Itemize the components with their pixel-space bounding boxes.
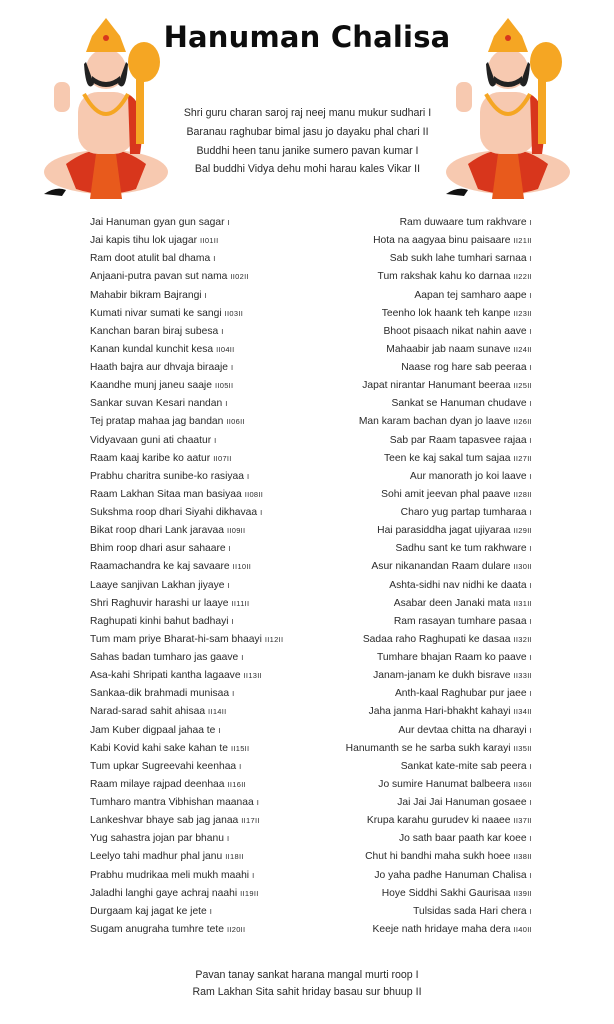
verse-text: Man karam bachan dyan jo laave (358, 416, 511, 428)
doha-line: Buddhi heen tanu janike sumero pavan kumar I (196, 144, 419, 157)
verse-text: Haath bajra aur dhvaja biraaje (90, 362, 228, 373)
verse-mark: I (252, 870, 255, 880)
verse-mark: II30II (513, 562, 532, 572)
verse-line (300, 649, 532, 667)
verse-text: Aapan tej samharo aape (414, 289, 527, 301)
verse-text: Bikat roop dhari Lank jaravaa (90, 525, 224, 537)
verse-text: Raamachandra ke kaj savaare (90, 561, 230, 573)
verse-mark: II01II (200, 236, 219, 246)
verse-mark: II18II (225, 852, 244, 862)
verse-text: Tej pratap mahaa jag bandan (90, 416, 224, 428)
verse-line (300, 395, 532, 413)
verse-mark: I (529, 254, 532, 264)
verse-line (90, 848, 320, 866)
verse-line (90, 377, 320, 395)
verse-text: Jam Kuber digpaal jahaa te (90, 724, 216, 736)
verse-line (300, 468, 532, 486)
verse-line (300, 885, 532, 903)
verse-line (90, 667, 320, 685)
verse-mark: I (227, 218, 230, 227)
verse-text: Jaha janma Hari-bhakht kahayi (368, 706, 511, 718)
verse-line (90, 830, 320, 848)
verse-text: Lankeshvar bhaye sab jag janaa (90, 815, 239, 827)
verse-mark: II38II (513, 852, 532, 862)
verse-mark: I (529, 544, 532, 554)
verse-line (90, 250, 320, 268)
verse-mark: I (231, 616, 234, 626)
verse-text: Raam Lakhan Sitaa man basiyaa (90, 488, 242, 500)
verse-mark: I (529, 834, 532, 844)
verse-mark: II35II (513, 743, 532, 753)
verse-line (300, 341, 532, 359)
verse-line (300, 758, 532, 776)
verse-mark: II07II (213, 453, 232, 463)
verse-mark: I (228, 544, 232, 554)
verse-mark: II40II (513, 924, 532, 934)
verse-text: Yug sahastra jojan par bhanu (90, 833, 224, 845)
verse-text: Sab sukh lahe tumhari sarnaa (389, 253, 527, 265)
verse-text: Asur nikanandan Raam dulare (371, 561, 511, 573)
verse-text: Jo sumire Hanumat balbeera (378, 778, 511, 790)
verse-line (300, 214, 532, 232)
verse-text: Leelyo tahi madhur phal janu (90, 851, 223, 863)
verse-mark: II15II (230, 743, 250, 753)
verse-text: Chut hi bandhi maha sukh hoee (365, 851, 511, 863)
verse-line (300, 540, 532, 558)
verse-text: Prabhu mudrikaa meli mukh maahi (90, 869, 250, 881)
verse-text: Sadhu sant ke tum rakhware (395, 543, 527, 555)
verses-left-column (90, 214, 320, 939)
verse-mark: I (230, 363, 234, 372)
verse-line (90, 885, 320, 903)
verse-line (300, 377, 532, 395)
verse-text: Prabhu charitra sunibe-ko rasiyaa (90, 470, 244, 482)
verse-mark: II23II (513, 308, 532, 318)
verse-text: Tumhare bhajan Raam ko paave (377, 652, 527, 663)
verse-text: Sankat se Hanuman chudave (391, 398, 527, 410)
verse-text: Raam milaye rajpad deenhaa (90, 778, 225, 790)
verse-mark: I (529, 399, 532, 409)
verse-line (90, 214, 320, 232)
verse-text: Tum rakshak kahu ko darnaa (377, 271, 511, 283)
verse-mark: I (209, 906, 213, 916)
verse-text: Sugam anugraha tumhre tete (90, 923, 224, 935)
verse-text: Ram duwaare tum rakhvare (399, 217, 527, 228)
verse-line (300, 522, 532, 540)
verse-text: Laaye sanjivan Lakhan jiyaye (90, 579, 225, 591)
doha-line: Baranau raghubar bimal jasu jo dayaku phal chari II (186, 125, 429, 138)
closing-doha (0, 967, 614, 1000)
verse-text: Kanan kundal kunchit kesa (90, 343, 214, 355)
verse-mark: II32II (513, 634, 532, 644)
verse-line (300, 631, 532, 649)
verse-line (300, 703, 532, 721)
verse-mark: II33II (513, 671, 532, 681)
verse-mark: I (529, 218, 532, 227)
verse-line (300, 595, 532, 613)
verse-text: Charo yug partap tumharaa (400, 507, 527, 518)
verse-line (90, 703, 320, 721)
verse-line (90, 395, 320, 413)
verse-mark: I (246, 471, 250, 481)
verse-mark: I (529, 435, 532, 445)
verse-text: Sahas badan tumharo jas gaave (90, 652, 239, 663)
verse-line (90, 486, 320, 504)
verse-mark: I (225, 399, 228, 409)
verse-line (90, 287, 320, 305)
verse-text: Janam-janam ke dukh bisrave (373, 670, 511, 682)
verse-mark: I (221, 326, 224, 336)
verse-mark: II14II (208, 707, 227, 717)
verse-line (90, 359, 320, 377)
verse-mark: I (239, 761, 242, 771)
verse-text: Tum mam priye Bharat-hi-sam bhaayi (90, 633, 262, 645)
verse-line (300, 305, 532, 323)
verse-text: Anjaani-putra pavan sut nama (90, 271, 228, 283)
verse-line (300, 413, 532, 431)
verse-text: Tumharo mantra Vibhishan maanaa (90, 797, 254, 808)
verse-line (90, 341, 320, 359)
verse-line (300, 432, 532, 450)
verse-mark: I (241, 653, 244, 662)
verse-text: Raam kaaj karibe ko aatur (90, 452, 211, 464)
verse-line (90, 232, 320, 250)
verse-mark: I (529, 761, 532, 771)
verse-line (300, 776, 532, 794)
verse-mark: II13II (243, 671, 263, 681)
verse-line (300, 794, 532, 812)
hanuman-illustration-left (36, 14, 176, 204)
verse-line (300, 722, 532, 740)
verse-mark: I (529, 363, 532, 372)
verse-line (90, 522, 320, 540)
verse-text: Sab par Raam tapasvee rajaa (389, 434, 527, 446)
verse-text: Sankat kate-mite sab peera (400, 760, 527, 772)
verse-text: Aur devtaa chitta na dharayi (398, 724, 527, 736)
verses-right-column (300, 214, 532, 939)
verse-text: Vidyavaan guni ati chaatur (90, 434, 212, 446)
verse-text: Kumati nivar sumati ke sangi (90, 307, 222, 319)
verse-line (90, 504, 320, 522)
hanuman-illustration-right (438, 14, 578, 204)
verse-line (300, 486, 532, 504)
verse-text: Narad-sarad sahit ahisaa (90, 706, 206, 718)
verse-text: Keeje nath hridaye maha dera (372, 923, 511, 935)
verse-mark: II34II (513, 707, 532, 717)
verse-mark: II12II (264, 634, 284, 644)
verse-text: Naase rog hare sab peeraa (401, 362, 527, 373)
verse-line (300, 558, 532, 576)
verse-line (90, 631, 320, 649)
verse-mark: I (529, 326, 532, 336)
footer-line: Pavan tanay sankat harana mangal murti roop I (195, 969, 419, 981)
verse-line (300, 504, 532, 522)
verse-mark: I (232, 689, 235, 699)
verse-mark: II16II (227, 779, 246, 789)
verse-line (300, 323, 532, 341)
verse-mark: I (218, 725, 221, 735)
verse-mark: I (260, 508, 263, 517)
verse-mark: I (529, 689, 532, 699)
verse-text: Sadaa raho Raghupati ke dasaa (362, 633, 511, 645)
verse-mark: I (214, 435, 217, 445)
verse-line (90, 268, 320, 286)
verse-mark: I (529, 870, 532, 880)
verse-line (300, 867, 532, 885)
verse-mark: I (529, 290, 532, 300)
verse-text: Sankaa-dik brahmadi munisaa (90, 688, 230, 700)
verse-mark: II02II (230, 272, 249, 282)
verse-text: Teenho lok haank teh kanpe (381, 307, 511, 319)
verse-line (300, 232, 532, 250)
verse-mark: II19II (240, 888, 259, 898)
verse-text: Tum upkar Sugreevahi keenhaa (90, 760, 237, 772)
verse-line (300, 921, 532, 939)
verse-line (300, 268, 532, 286)
verse-text: Durgaam kaj jagat ke jete (90, 905, 207, 917)
verse-mark: I (529, 471, 532, 481)
verse-text: Ram rasayan tumhare pasaa (393, 615, 527, 627)
verse-mark: II17II (241, 816, 260, 826)
verse-mark: I (213, 254, 216, 264)
verse-mark: II21II (513, 236, 532, 246)
verse-mark: II29II (513, 526, 532, 536)
verse-text: Mahaabir jab naam sunave (386, 343, 511, 355)
verse-text: Hoye Siddhi Sakhi Gaurisaa (381, 887, 511, 899)
verse-mark: II31II (513, 598, 532, 608)
verse-text: Ashta-sidhi nav nidhi ke daata (389, 579, 527, 591)
verse-line (90, 812, 320, 830)
verse-line (90, 921, 320, 939)
verse-text: Teen ke kaj sakal tum sajaa (384, 452, 511, 464)
verse-mark: II10II (232, 562, 252, 572)
verse-text: Krupa karahu gurudev ki naaee (366, 815, 511, 827)
doha-line: Bal buddhi Vidya dehu mohi harau kales Vikar II (194, 163, 421, 176)
verse-line (90, 540, 320, 558)
footer-line: Ram Lakhan Sita sahit hriday basau sur bhuup II (192, 985, 422, 998)
verse-text: Raghupati kinhi bahut badhayi (90, 615, 229, 627)
verse-mark: II24II (513, 344, 532, 354)
verse-line (90, 776, 320, 794)
verse-mark: I (529, 798, 532, 807)
verse-text: Jai Jai Jai Hanuman gosaee (397, 797, 527, 808)
verse-line (90, 413, 320, 431)
verse-line (90, 758, 320, 776)
verse-line (300, 359, 532, 377)
verse-line (300, 450, 532, 468)
verse-mark: II26II (513, 417, 532, 427)
verse-line (90, 649, 320, 667)
verse-text: Mahabir bikram Bajrangi (90, 289, 202, 301)
verse-line (300, 613, 532, 631)
verse-line (90, 432, 320, 450)
verse-text: Jai kapis tihu lok ujagar (90, 235, 198, 247)
verse-mark: II03II (224, 308, 244, 318)
verse-line (90, 450, 320, 468)
verse-mark: II25II (513, 381, 532, 391)
verse-line (90, 558, 320, 576)
verse-text: Asabar deen Janaki mata (393, 597, 511, 609)
verse-text: Sukshma roop dhari Siyahi dikhavaa (90, 507, 258, 518)
verse-line (90, 595, 320, 613)
verse-text: Jo sath baar paath kar koee (398, 833, 527, 845)
verse-mark: II04II (216, 344, 235, 354)
verse-line (90, 468, 320, 486)
verse-line (300, 667, 532, 685)
doha-line: Shri guru charan saroj raj neej manu mukur sudhari I (183, 107, 432, 119)
verse-line (90, 794, 320, 812)
verse-text: Hai parasiddha jagat ujiyaraa (377, 525, 511, 537)
verse-mark: I (529, 653, 532, 662)
verse-mark: II06II (226, 417, 245, 427)
verse-text: Ram doot atulit bal dhama (90, 253, 211, 265)
verse-line (300, 577, 532, 595)
verse-mark: I (226, 834, 230, 844)
verse-line (300, 740, 532, 758)
verse-text: Shri Raghuvir harashi ur laaye (90, 597, 229, 609)
opening-doha (165, 104, 450, 179)
verse-text: Anth-kaal Raghubar pur jaee (394, 688, 527, 700)
verse-line (90, 685, 320, 703)
verse-line (90, 903, 320, 921)
verse-text: Jaladhi langhi gaye achraj naahi (90, 887, 238, 899)
verse-text: Sankar suvan Kesari nandan (90, 398, 223, 410)
page-title: Hanuman Chalisa (163, 20, 451, 54)
verse-mark: II39II (513, 888, 532, 898)
verse-mark: II09II (226, 526, 246, 536)
verse-mark: II28II (513, 489, 532, 499)
verse-mark: II20II (226, 924, 246, 934)
verse-mark: II37II (513, 816, 532, 826)
verse-mark: I (529, 725, 532, 735)
verse-text: Hanumanth se he sarba sukh karayi (345, 742, 511, 754)
verse-text: Jo yaha padhe Hanuman Chalisa (374, 869, 527, 881)
verse-text: Bhoot pisaach nikat nahin aave (383, 325, 527, 337)
verse-line (300, 287, 532, 305)
verse-mark: II08II (244, 489, 264, 499)
verse-text: Japat nirantar Hanumant beeraa (362, 380, 511, 392)
verse-text: Tulsidas sada Hari chera (413, 905, 527, 917)
verse-mark: II05II (214, 381, 234, 391)
verse-line (90, 613, 320, 631)
verse-line (300, 685, 532, 703)
verse-text: Hota na aagyaa binu paisaare (373, 235, 511, 247)
verse-mark: I (204, 290, 207, 300)
verse-mark: I (529, 580, 532, 590)
verse-line (300, 812, 532, 830)
verse-text: Kanchan baran biraj subesa (90, 325, 219, 337)
verse-text: Kabi Kovid kahi sake kahan te (90, 742, 228, 754)
verse-text: Kaandhe munj janeu saaje (90, 380, 212, 392)
verse-mark: I (529, 616, 532, 626)
verse-text: Asa-kahi Shripati kantha lagaave (90, 670, 241, 682)
verse-line (90, 867, 320, 885)
verse-line (90, 722, 320, 740)
verse-mark: I (256, 798, 260, 807)
verse-text: Sohi amit jeevan phal paave (381, 488, 511, 500)
verse-line (300, 250, 532, 268)
verse-mark: I (529, 508, 532, 517)
verse-line (90, 577, 320, 595)
verse-mark: I (227, 580, 230, 590)
verse-mark: II22II (513, 272, 532, 282)
verse-mark: II11II (231, 598, 250, 608)
verse-line (90, 740, 320, 758)
verse-mark: II27II (513, 453, 532, 463)
verse-line (300, 903, 532, 921)
verse-mark: I (529, 906, 532, 916)
verse-line (90, 305, 320, 323)
verse-text: Aur manorath jo koi laave (409, 470, 527, 482)
verse-line (300, 848, 532, 866)
verse-line (90, 323, 320, 341)
verse-text: Bhim roop dhari asur sahaare (90, 543, 226, 555)
verse-line (300, 830, 532, 848)
verse-text: Jai Hanuman gyan gun sagar (90, 217, 225, 228)
verse-mark: II36II (513, 779, 532, 789)
